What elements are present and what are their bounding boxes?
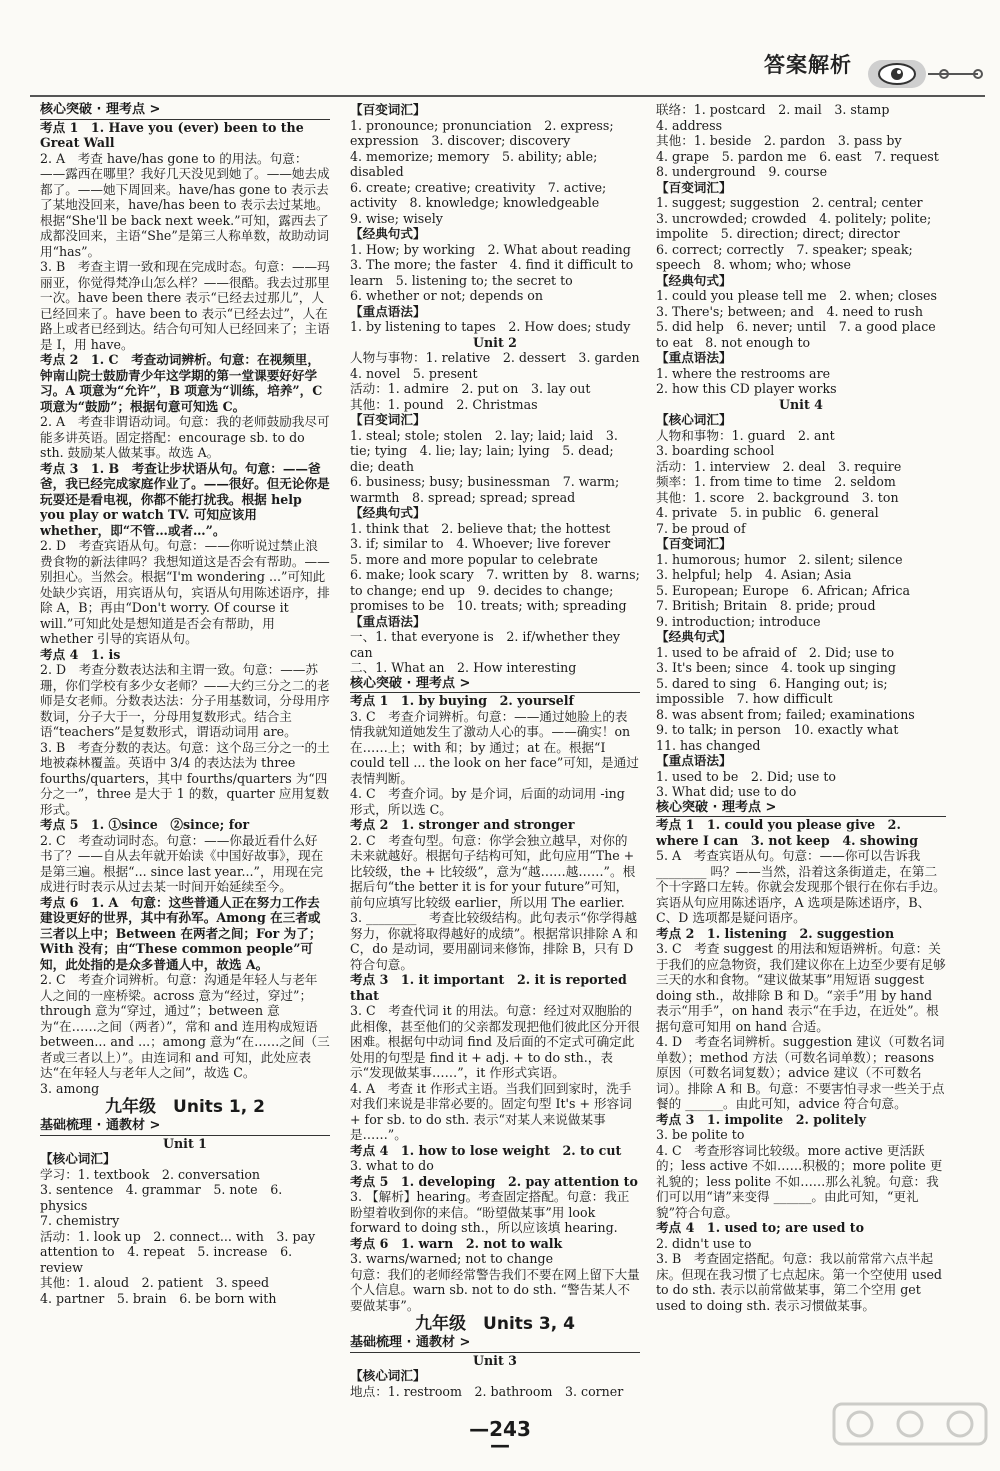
- answer-line: 3. boarding school: [656, 443, 775, 458]
- answer-line: 1. steal; stole; stolen 2. lay; laid; laid 3. tie; tying 4. lie; lay; lain; lying 5. dead; die; death: [350, 427, 618, 474]
- answer-line: 1. humorous; humor 2. silent; silence: [656, 551, 903, 567]
- category-heading: 【经典句式】: [350, 505, 426, 520]
- category-heading: 【经典句式】: [656, 272, 732, 288]
- answer-column-2: [350, 102, 640, 1422]
- grade-heading: 九年级 Units 1, 2: [105, 1097, 265, 1117]
- answer-line: 5. European; Europe 6. African; Africa: [656, 582, 910, 598]
- answer-line: 3. C 考查介词辨析。句意：——通过她脸上的表情我就知道她发生了激动人心的事。——确实！on 在……上；with 和；by 通过；at 在。根据“I could tell ... the look on her face”可知，是通过表情判断。: [350, 708, 639, 786]
- key-point-line: 考点 1 1. by buying 2. yourself: [350, 693, 574, 708]
- category-heading: 【核心词汇】: [350, 1368, 426, 1383]
- section-heading: 核心突破 · 理考点 >: [350, 676, 640, 694]
- answer-line: 2. didn't use to: [656, 1235, 752, 1251]
- unit-heading: Unit 4: [779, 396, 823, 412]
- answer-line: 3. sentence 4. grammar 5. note 6. physics: [40, 1182, 283, 1213]
- unit-heading: Unit 2: [473, 334, 517, 350]
- key-point-line: 考点 1 1. could you please give 2. where I can 3. not keep 4. showing: [656, 817, 919, 848]
- answer-line: 2. D 考查宾语从句。句意：——你听说过禁止浪费食物的新法律吗？我想知道这是否会有帮助。——别担心。当然会。根据“I'm wondering ...”可知此处缺少宾语，用宾语从句，宾语从句用陈述语序，排除 A，B；再由“Don't worry. Of course it will.”可知此处是想知道是否会有帮助，用 whether 引导的宾语从句。: [40, 538, 330, 646]
- category-heading: 【重点语法】: [350, 303, 426, 319]
- answer-line: 1. could you please tell me 2. when; closes: [656, 288, 937, 303]
- answer-line: 3. be polite to: [656, 1127, 745, 1142]
- key-point-line: 考点 4 1. is: [40, 646, 121, 662]
- answer-line: 6. correct; correctly 7. speaker; speak; speech 8. whom; who; whose: [656, 241, 913, 272]
- answer-line: 2. A 考查非谓语动词。句意：我的老师鼓励我尽可能多讲英语。固定搭配：encourage sb. to do sth. 鼓励某人做某事。故选 A。: [40, 414, 330, 460]
- answer-column-1: [40, 102, 330, 1422]
- section-heading: 基础梳理 · 通教材 >: [40, 1118, 330, 1136]
- answer-line: 4. C 考查介词。by 是介词，后面的动词用 -ing 形式，所以选 C。: [350, 786, 625, 817]
- answer-line: 4. D 考查名词辨析。suggestion 建议（可数名词单数）；method 方法（可数名词单数）；reasons 原因（可数名词复数）；advice 建议（不可数名词）。排除 A 和 B。句意：不要害怕寻求一些关于点餐的 ______。由此可知，advice 符合句意。: [656, 1034, 945, 1111]
- answer-line: 9. introduction; introduce: [656, 613, 821, 629]
- answer-line: 3. C 考查 suggest 的用法和短语辨析。句意：关于我们的应急物资，我们建议你在上边至少要有足够三天的水和食物。“建议做某事”用短语 suggest doing sth.，故排除 B 和 D。“亲手”用 by hand 表示“用手”，on hand 表示“在手边，在近处”。根据句意可知用 on hand 合适。: [656, 941, 946, 1034]
- answer-line: 1. where the restrooms are: [656, 365, 831, 381]
- answer-line: 2. C 考查句型。句意：你学会独立越早，对你的未来就越好。根据句子结构可知，此句应用“The + 比较级，the + 比较级”，意为“越……越……”。根据后句“the better it is for your future”可知，前句应填写比较级 earlier，所以用 The earlier.: [350, 832, 636, 910]
- answer-line: 学习：1. textbook 2. conversation: [40, 1166, 261, 1182]
- answer-line: 9. wise; wisely: [350, 210, 443, 226]
- answer-line: 6. business; busy; businessman 7. warm; warmth 8. spread; spread; spread: [350, 474, 620, 505]
- category-heading: 【百变词汇】: [656, 179, 732, 195]
- key-point-line: 考点 3 1. impolite 2. politely: [656, 1111, 867, 1127]
- eye-badge-icon: [866, 56, 986, 92]
- answer-line: 4. C 考查形容词比较级。more active 更活跃的；less active 不如……积极的；more polite 更礼貌的；less polite 不如……那么礼貌。句意：我们可以用“请”来变得 ______。由此可知，“更礼貌”符合句意。: [656, 1142, 943, 1220]
- key-point-line: 考点 4 1. how to lose weight 2. to cut: [350, 1142, 622, 1158]
- answer-line: 3. What did; use to do: [656, 784, 797, 799]
- answer-line: 2. how this CD player works: [656, 381, 837, 396]
- answer-column-3: [656, 102, 946, 1422]
- answer-line: 3. B 考查主谓一致和现在完成时态。句意：——玛丽亚，你觉得梵净山怎么样？——很酷。我去过那里一次。have been there 表示“已经去过那儿”，人已经回来了。have been to 表示“已经去过”，人在路上或者已经到达。结合句可知人已经回来了；主语是 I，用 have。: [40, 259, 330, 352]
- answer-line: 1. used to be afraid of 2. Did; use to: [656, 644, 895, 660]
- grade-heading: 九年级 Units 3, 4: [415, 1314, 575, 1334]
- answer-line: 2. D 考查分数表达法和主谓一致。句意：——苏珊，你们学校有多少女老师？——大约三分之二的老师是女老师。分数表达法：分子用基数词，分母用序数词，分子大于一，分母用复数形式。结合主语“teachers”是复数形式，谓语动词用 are。: [40, 662, 330, 739]
- key-point-line: 考点 2 1. stronger and stronger: [350, 817, 575, 832]
- answer-line: 其他：1. beside 2. pardon 3. pass by: [656, 133, 902, 148]
- category-heading: 【百变词汇】: [350, 102, 426, 117]
- answer-line: 其他：1. score 2. background 3. ton: [656, 489, 899, 505]
- category-heading: 【经典句式】: [350, 226, 426, 241]
- answer-line: 活动：1. admire 2. put on 3. lay out: [350, 381, 591, 396]
- answer-line: 3. among: [40, 1080, 100, 1096]
- answer-line: 2. C 考查介词辨析。句意：沟通是年轻人与老年人之间的一座桥梁。across 意为“经过，穿过”；through 意为“穿过，通过”；between 意为“在……之间（两者）”，常和 and 连用构成短语 between... and ...；among 意为“在……之间（三者或三者以上）”。由连词和 and 可知，此处应表达“在年轻人与老年人之间”，故选 C。: [40, 972, 330, 1080]
- answer-line: 1. How; by working 2. What about reading: [350, 241, 631, 257]
- answer-line: 其他：1. aloud 2. patient 3. speed: [40, 1275, 270, 1290]
- category-heading: 【经典句式】: [656, 629, 732, 644]
- key-point-line: 考点 6 1. A 句意：这些普通人正在努力工作去建设更好的世界，其中有孙军。Among 在三者或三者以上中；Between 在两者之间；For 为了；With 没有；由“These common people”可知，此处指的是众多普通人中，故选 A。: [40, 894, 322, 972]
- answer-line: 4. memorize; memory 5. ability; able; disabled: [350, 148, 598, 179]
- answer-line: 3. The more; the faster 4. find it difficult to learn 5. listening to; the secret to: [350, 257, 634, 288]
- answer-line: 4. partner 5. brain 6. be born with: [40, 1290, 277, 1306]
- category-heading: 【重点语法】: [656, 753, 732, 768]
- answer-line: 8. was absent from; failed; examinations: [656, 706, 915, 722]
- answer-line: 1. suggest; suggestion 2. central; center: [656, 195, 923, 210]
- answer-line: 1. think that 2. believe that; the hottest: [350, 520, 611, 536]
- answer-line: 3. It's been; since 4. took up singing: [656, 660, 896, 675]
- key-point-line: 考点 3 1. it important 2. it is reported that: [350, 972, 627, 1003]
- answer-line: 5. more and more popular to celebrate: [350, 551, 598, 567]
- section-heading: 核心突破 · 理考点 >: [40, 102, 330, 120]
- section-heading: 核心突破 · 理考点 >: [656, 800, 946, 818]
- answer-line: 7. be proud of: [656, 520, 746, 536]
- answer-line: 5. A 考查宾语从句。句意：——你可以告诉我 ________ 吗？——当然，沿着这条街道走，在第二个十字路口左转。你就会发现那个银行在你右手边。宾语从句应用陈述语序，A 选项是陈述语序，B、C、D 选项都是疑问语序。: [656, 848, 946, 925]
- answer-line: 3. B 考查分数的表达。句意：这个岛三分之一的土地被森林覆盖。英语中 3/4 的表达法为 three fourths/quarters，其中 fourths/quarters 为“四分之一”，three 是大于 1 的数，quarter 应用复数形式。: [40, 739, 330, 817]
- answer-line: 6. make; look scary 7. written by 8. warns; to change; end up 9. decides to change; promises to be 10. treats; with; spreading: [350, 567, 640, 613]
- answer-line: 8. underground 9. course: [656, 164, 828, 179]
- key-point-line: 考点 3 1. B 考查让步状语从句。句意：——爸爸，我已经完成家庭作业了。——很好。但无论你是玩耍还是看电视，你都不能打扰我。根据 help you play or watch TV. 可知应该用 whether，即“不管…或者…”。: [40, 460, 330, 538]
- answer-line: 2. C 考查动词时态。句意：——你最近看什么好书了？——自从去年就开始读《中国好故事》，现在是第三遍。根据“... since last year...”，用现在完成进行时表示从过去某一时间开始延续至今。: [40, 832, 324, 894]
- category-heading: 【核心词汇】: [40, 1151, 116, 1166]
- answer-line: 1. used to be 2. Did; use to: [656, 768, 836, 784]
- category-heading: 【重点语法】: [656, 350, 732, 365]
- category-heading: 【核心词汇】: [656, 412, 732, 427]
- answer-line: 7. chemistry: [40, 1213, 120, 1228]
- answer-line: 4. address: [656, 117, 723, 133]
- unit-heading: Unit 1: [163, 1135, 207, 1151]
- key-point-line: 考点 2 1. C 考查动词辨析。句意：在视频里，钟南山院士鼓励青少年这学期的第一堂课要好好学习。A 项意为“允许”，B 项意为“训练，培养”，C 项意为“鼓励”；根据句意可知选 C。: [40, 352, 323, 414]
- answer-line: 活动：1. look up 2. connect... with 3. pay attention to 4. repeat 5. increase 6. review: [40, 1228, 316, 1275]
- header-rule: [30, 95, 985, 97]
- key-point-line: 考点 5 1. ①since ②since; for: [40, 817, 250, 832]
- answer-line: 3. 【解析】hearing。考查固定搭配。句意：我正盼望着收到你的来信。“盼望做某事”用 look forward to doing sth.，所以应该填 hearing.: [350, 1189, 630, 1235]
- answer-line: 地点：1. restroom 2. bathroom 3. corner: [350, 1383, 624, 1399]
- key-point-line: 考点 5 1. developing 2. pay attention to: [350, 1173, 638, 1189]
- answer-line: 3. There's; between; and 4. need to rush: [656, 303, 923, 319]
- answer-line: 4. A 考查 it 作形式主语。当我们回到家时，洗手对我们来说是非常必要的。固定句型 It's + 形容词 + for sb. to do sth. 表示“对某人来说做某事是……”。: [350, 1080, 632, 1142]
- answer-line: 9. to talk; in person 10. exactly what: [656, 722, 899, 737]
- answer-line: 活动：1. interview 2. deal 3. require: [656, 458, 902, 474]
- answer-line: 5. did help 6. never; until 7. a good place to eat 8. not enough to: [656, 319, 936, 350]
- answer-line: 3. uncrowded; crowded 4. politely; polite; impolite 5. direction; direct; director: [656, 210, 932, 241]
- answer-line: 11. has changed: [656, 737, 761, 753]
- key-point-line: 考点 2 1. listening 2. suggestion: [656, 925, 895, 941]
- answer-line: 3. helpful; help 4. Asian; Asia: [656, 567, 852, 582]
- category-heading: 【百变词汇】: [656, 536, 732, 551]
- answer-line: 3. C 考查代词 it 的用法。句意：经过对双胞胎的此相像，甚至他们的父亲都发现把他们彼此区分开很困难。根据句中动词 find 及后面的不定式可确定此处用的句型是 find it + adj. + to do sth.，表示“发现做某事……”，it 作形式宾语。: [350, 1003, 640, 1080]
- page-header: [0, 0, 1000, 98]
- answer-line: 频率：1. from time to time 2. seldom: [656, 474, 896, 489]
- answer-line: 人物和事物：1. guard 2. ant: [656, 427, 835, 443]
- key-point-line: 考点 4 1. used to; are used to: [656, 1220, 865, 1235]
- answer-line: 4. grape 5. pardon me 6. east 7. request: [656, 148, 939, 164]
- answer-line: 1. pronounce; pronunciation 2. express; expression 3. discover; discovery: [350, 117, 614, 148]
- unit-heading: Unit 3: [473, 1352, 517, 1368]
- header-title: 答案解析: [764, 53, 852, 77]
- answer-line: 其他：1. pound 2. Christmas: [350, 396, 538, 412]
- answer-line: 4. novel 5. present: [350, 365, 478, 381]
- answer-line: 2. A 考查 have/has gone to 的用法。句意：——露西在哪里？我好几天没见到她了。——她去成都了。——她下周回来。have/has gone to 表示去了某地没回来，have/has been to 表示去过某地。根据“She'll be back next week.”可知，露西去了成都没回来，主语“She”是第三人称单数，故助动词用“has”。: [40, 150, 330, 259]
- answer-line: 句意：我们的老师经常警告我们不要在网上留下大量个人信息。warn sb. not to do sth. “警告某人不要做某事”。: [350, 1266, 640, 1313]
- section-heading: 基础梳理 · 通教材 >: [350, 1335, 640, 1353]
- answer-line: 3. B 考查固定搭配。句意：我以前常常六点半起床。但现在我习惯了七点起床。第一个空使用 used to do sth. 表示以前常做某事，第二个空用 get used to doing sth. 表示习惯做某事。: [656, 1251, 942, 1313]
- answer-line: 5. dared to sing 6. Hanging out; is; impossible 7. how difficult: [656, 675, 888, 706]
- answer-line: 人物与事物：1. relative 2. dessert 3. garden: [350, 350, 640, 365]
- category-heading: 【重点语法】: [350, 613, 426, 629]
- page-number: —243—: [469, 1417, 531, 1457]
- answer-line: 3. what to do: [350, 1158, 434, 1173]
- answer-line: 联络：1. postcard 2. mail 3. stamp: [656, 102, 890, 117]
- answer-line: 1. by listening to tapes 2. How does; study: [350, 319, 631, 334]
- answer-line: 一、1. that everyone is 2. if/whether they can: [350, 629, 621, 660]
- category-heading: 【百变词汇】: [350, 412, 426, 427]
- answer-line: 4. private 5. in public 6. general: [656, 505, 879, 520]
- answer-line: 二、1. What an 2. How interesting: [350, 660, 577, 675]
- answer-line: 6. create; creative; creativity 7. active; activity 8. knowledge; knowledgeable: [350, 179, 607, 210]
- answer-line: 7. British; Britain 8. pride; proud: [656, 598, 876, 613]
- key-point-line: 考点 1 1. Have you (ever) been to the Great Wall: [40, 119, 304, 150]
- answer-line: 6. whether or not; depends on: [350, 288, 543, 303]
- key-point-line: 考点 6 1. warn 2. not to walk: [350, 1235, 563, 1251]
- answer-line: 3. if; similar to 4. Whoever; live forever: [350, 536, 611, 551]
- answer-line: 3. warns/warned; not to change: [350, 1251, 554, 1266]
- answer-line: 3. ________ 考查比较级结构。此句表示“你学得越努力，你就将取得越好的成绩”。根据常识排除 A 和 C，do 是动词，要用副词来修饰，排除 B，只有 D 符合句意。: [350, 910, 639, 972]
